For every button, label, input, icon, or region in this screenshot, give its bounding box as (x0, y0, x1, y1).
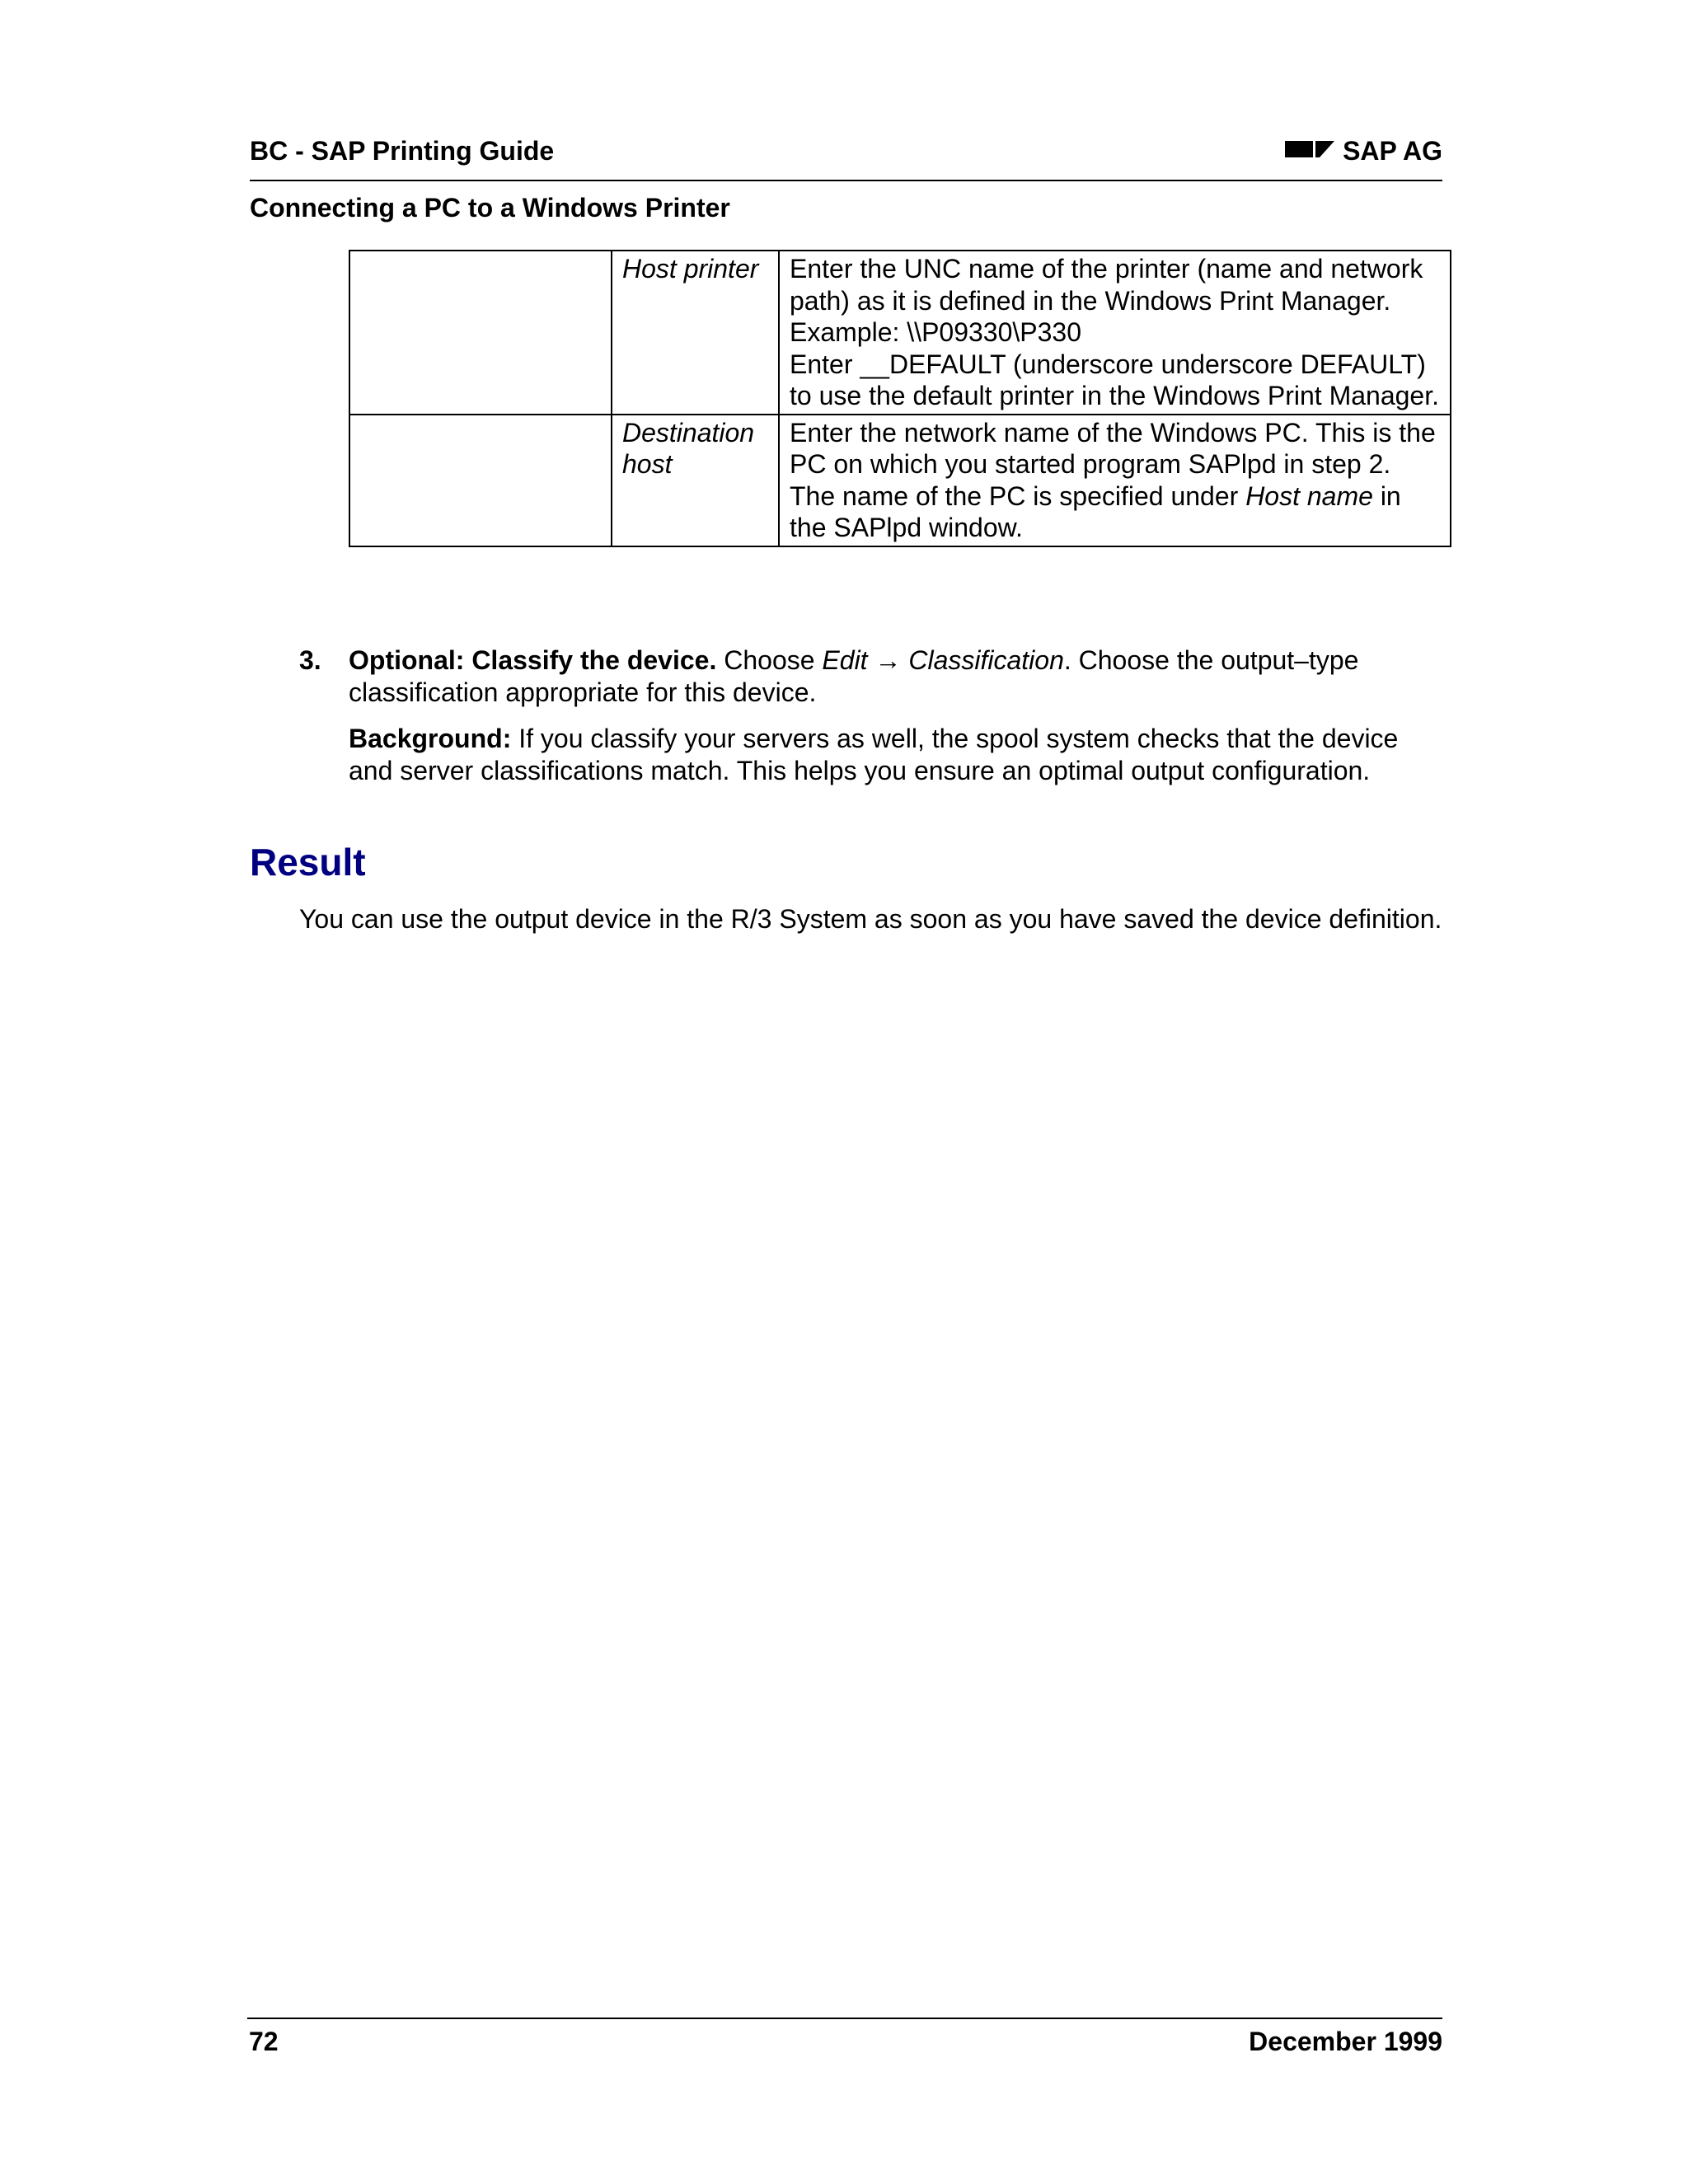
result-heading: Result (250, 841, 366, 883)
field-description-host-printer (779, 251, 1451, 415)
parameter-table (349, 250, 1451, 547)
table-row (349, 251, 1451, 415)
description-line: Example: \\P09330\P330 (790, 317, 1082, 347)
section-title: Connecting a PC to a Windows Printer (250, 193, 730, 223)
step-number: 3. (299, 645, 321, 675)
step-text: Choose (716, 645, 823, 675)
header-company-name: SAP AG (1343, 136, 1442, 166)
description-line: Enter __DEFAULT (underscore underscore DEFAULT) to use the default printer in the Windows Print Manager. (790, 349, 1439, 410)
page-header (250, 135, 1442, 181)
background-text: If you classify your servers as well, the spool system checks that the device and server classifications match. This helps you ensure an optimal output configuration. (349, 724, 1399, 785)
procedure-step-3 (299, 644, 1453, 801)
field-name-host-printer: Host printer (612, 251, 779, 415)
page-footer (247, 2018, 1442, 2060)
step-lead: Optional: Classify the device. (349, 645, 717, 675)
header-document-title: BC - SAP Printing Guide (250, 136, 555, 166)
table-cell-empty (349, 415, 612, 546)
description-text: in the SAPlpd window. (790, 480, 1401, 542)
field-reference-host-name: Host name (1245, 480, 1373, 511)
step-body (349, 644, 1437, 786)
step-background (349, 723, 1437, 786)
description-text: The name of the PC is specified under (790, 480, 1246, 511)
field-name-destination-host: Destination host (612, 415, 779, 546)
background-label: Background: (349, 724, 512, 753)
step-text: . Choose the output–type classification appropriate for this device. (349, 645, 1359, 707)
publication-date: December 1999 (1249, 2027, 1442, 2056)
field-description-destination-host (779, 415, 1451, 546)
sap-logo-icon (1285, 138, 1334, 160)
menu-arrow: → (867, 645, 909, 675)
menu-path-edit: Edit (822, 645, 868, 675)
step-instruction (349, 644, 1437, 708)
page-number: 72 (249, 2027, 279, 2056)
table-cell-empty (349, 251, 612, 415)
menu-path-classification: Classification (908, 645, 1064, 675)
description-line (790, 480, 1440, 544)
description-line: Enter the UNC name of the printer (name and network path) as it is defined in the Windows Print Manager. (790, 254, 1423, 316)
description-line: Enter the network name of the Windows PC. This is the PC on which you started program SAPlpd in step 2. (790, 417, 1436, 479)
result-text: You can use the output device in the R/3 System as soon as you have saved the device definition. (299, 904, 1442, 934)
header-company (1285, 135, 1442, 166)
table-row (349, 415, 1451, 546)
